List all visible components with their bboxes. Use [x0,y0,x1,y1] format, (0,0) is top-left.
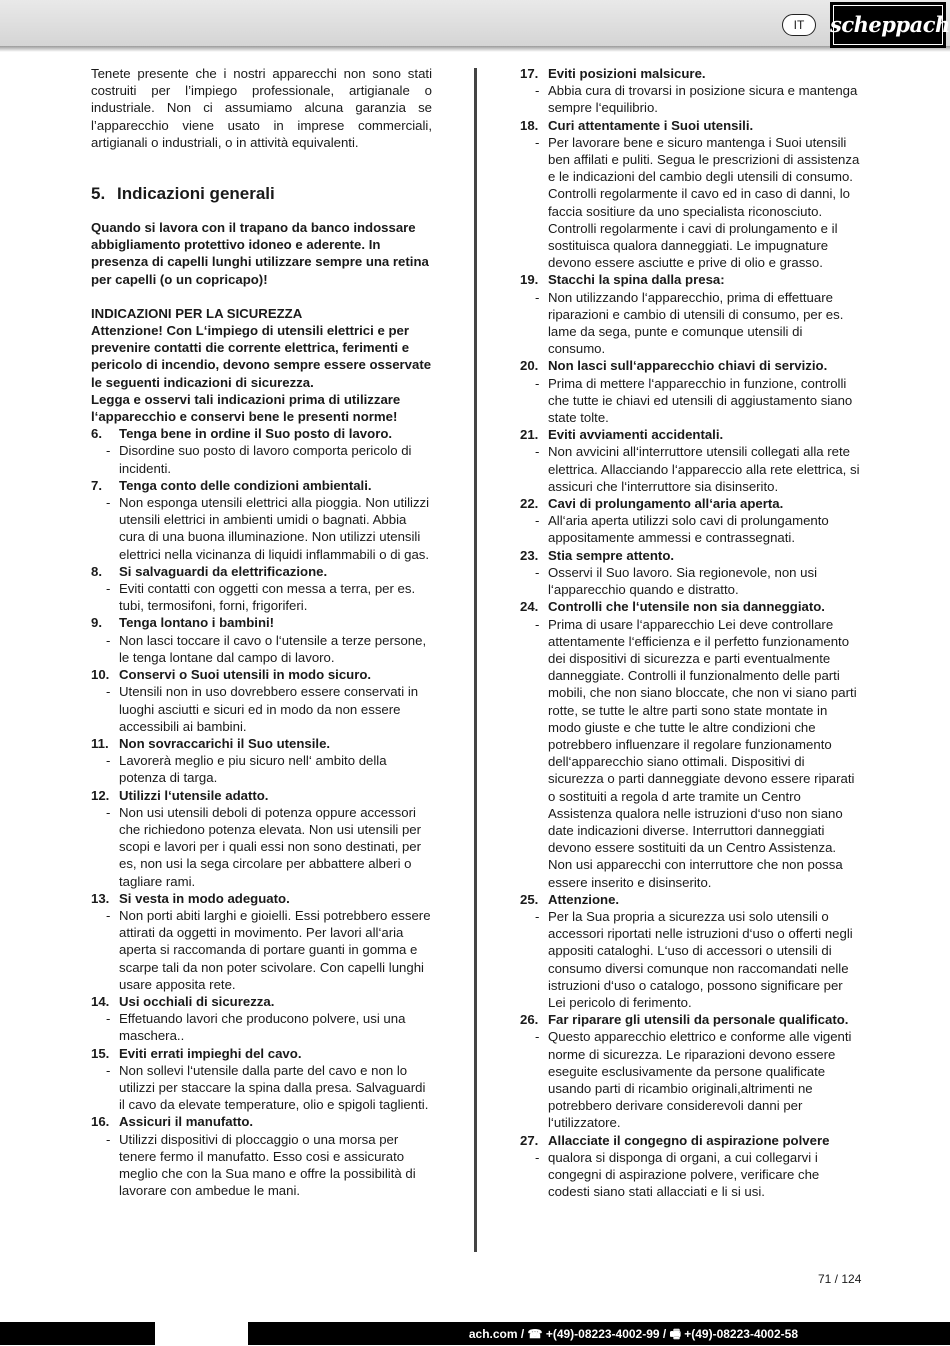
brand-logo: scheppach [830,2,946,48]
dash-bullet: - [106,684,111,700]
list-item [520,1011,862,1131]
item-title [520,426,862,443]
item-description-text: qualora si disponga di organi, a cui collegarvi i congegni di aspirazione polvere, verificare che codesti siano stati allacciati e li si usi. [548,1149,820,1200]
left-column [91,65,432,1199]
dash-bullet: - [535,134,540,150]
item-title-text: Assicuri il manufatto. [119,1114,254,1130]
item-title-text: Non sovraccarichi il Suo utensile. [119,735,331,751]
dash-bullet: - [535,616,540,632]
item-description-text: Osservi il Suo lavoro. Sia regionevole, non usi l‘apparecchio quando e distratto. [548,564,818,598]
list-item [520,547,862,599]
list-item [520,65,862,117]
item-number: 7. [91,477,102,493]
item-title [520,117,862,134]
item-title-text: Attenzione. [548,891,620,907]
safety-read-note: Legga e osservi tali indicazioni prima di utilizzare l‘apparecchio e conservi bene le presenti norme! [91,391,401,425]
column-divider [474,68,477,1252]
item-title-text: Stacchi la spina dalla presa: [548,272,725,288]
item-description [520,443,862,495]
item-title [91,787,432,804]
item-title [91,735,432,752]
item-title-text: Allacciate il congegno di aspirazione polvere [548,1132,830,1148]
item-title [520,495,862,512]
safety-list-left [91,425,432,1199]
item-description-text: Non esponga utensili elettrici alla pioggia. Non utilizzi utensili elettrici in ambienti umidi o bagnati. Abbia cura di una buona illuminazione. Non utilizzi utensili elettrici nella vicinanza di liquidi inflammabili o di gas. [119,495,430,562]
item-description [520,616,862,891]
section-title [91,183,432,205]
item-description-text: Non utilizzando l‘apparecchio, prima di effettuare riparazioni e cambio di utensili di consumo, per es. lame da sega, punte e comunque utensili di consumo. [548,289,844,357]
item-description [520,375,862,427]
item-number: 26. [520,1012,539,1028]
item-description [91,683,432,735]
dash-bullet: - [106,581,111,597]
item-description-text: Non porti abiti larghi e gioielli. Essi potrebbero essere attirati da oggetti in movimento. Per lavori all‘aria aperta si raccomanda di portare guanti in gomma e scarpe tali da non poter scivolare. Con capelli lunghi usare apposita rete. [119,907,431,992]
safety-list-right [520,65,862,1200]
list-item [91,1113,432,1199]
header-shadow [0,46,950,52]
item-number: 14. [91,993,110,1009]
item-title-text: Non lasci sull‘apparecchio chiavi di servizio. [548,358,828,374]
list-item [91,787,432,890]
item-title-text: Cavi di prolungamento all‘aria aperta. [548,496,784,512]
item-title-text: Usi occhiali di sicurezza. [119,993,275,1009]
item-title [91,890,432,907]
item-number: 19. [520,272,539,288]
item-description [91,442,432,476]
item-title-text: Tenga conto delle condizioni ambientali. [119,477,372,493]
item-description [91,752,432,786]
item-number: 23. [520,547,539,563]
dash-bullet: - [535,1029,540,1045]
item-description [520,134,862,272]
dash-bullet: - [106,1062,111,1078]
item-description [91,1131,432,1200]
item-number: 12. [91,787,110,803]
item-title [520,1011,862,1028]
item-title-text: Eviti errati impieghi del cavo. [119,1045,302,1061]
item-title-text: Utilizzi l‘utensile adatto. [119,787,269,803]
item-title-text: Tenga bene in ordine il Suo posto di lavoro. [119,426,393,442]
item-description-text: Non sollevi l‘utensile dalla parte del cavo e non lo utilizzi per staccare la spina dalla presa. Salvaguardi il cavo da elevate temperature, olio e spigoli taglienti. [119,1062,429,1113]
item-description-text: All‘aria aperta utilizzi solo cavi di prolungamento appositamente ammessi e contrassegnati. [548,513,829,546]
item-title [520,1132,862,1149]
right-column [520,65,862,1200]
item-description [91,1062,432,1114]
item-title-text: Eviti posizioni malsicure. [548,66,706,81]
footer-contact: ach.com / ☎ +(49)-08223-4002-99 / 🖷 +(49)-08223-4002-58 [468,1327,798,1341]
list-item [91,890,432,993]
item-description-text: Disordine suo posto di lavoro comporta pericolo di incidenti. [119,443,412,476]
item-title [520,891,862,908]
dash-bullet: - [106,495,111,511]
safety-attention: Attenzione! Con L‘impiego di utensili elettrici e per prevenire contatti die corrente elettrica, ferimenti e pericolo di incendio, devono sempre essere osservate le seguenti indicazioni di sicurezza. [91,323,432,390]
item-title-text: Far riparare gli utensili da personale qualificato. [548,1012,849,1028]
item-title [91,477,432,494]
item-number: 10. [91,667,110,683]
item-number: 8. [91,563,102,579]
dash-bullet: - [106,1011,111,1027]
item-number: 15. [91,1045,110,1061]
item-number: 25. [520,891,539,907]
item-number: 18. [520,117,539,133]
item-title [91,993,432,1010]
dash-bullet: - [535,444,540,460]
item-description-text: Non lasci toccare il cavo o l‘utensile a terze persone, le tenga lontane dal campo di lavoro. [119,632,427,665]
item-title [520,598,862,615]
section-title-text: Indicazioni generali [117,184,275,204]
item-description [520,908,862,1011]
item-number: 27. [520,1132,539,1148]
dash-bullet: - [535,83,540,99]
item-description-text: Abbia cura di trovarsi in posizione sicura e mantenga sempre l‘equilibrio. [548,83,858,116]
item-title [91,1113,432,1130]
list-item [520,271,862,357]
list-item [91,563,432,615]
item-description-text: Effetuando lavori che producono polvere, usi una maschera.. [119,1011,406,1044]
item-description-text: Utensili non in uso dovrebbero essere conservati in luoghi asciutti e sicuri ed in modo da non essere accessibili ai bambini. [119,684,419,734]
item-description [91,907,432,993]
item-title [520,271,862,288]
item-title [91,666,432,683]
list-item [520,598,862,890]
item-title [91,1045,432,1062]
list-item [91,1045,432,1114]
dash-bullet: - [535,1149,540,1165]
item-title [91,614,432,631]
item-description [520,82,862,116]
item-number: 11. [91,735,109,751]
item-description-text: Lavorerà meglio e piu sicuro nell‘ ambito della potenza di targa. [119,753,387,786]
item-description-text: Non avvicini all‘interruttore utensili collegati alla rete elettrica. Allacciando l‘appareccio alla rete elettrica, si assicuri che l‘interruttore sia disinserito. [548,444,860,494]
item-title [520,65,862,82]
item-description [91,494,432,563]
section-number: 5. [91,184,106,204]
list-item [520,117,862,272]
item-title-text: Conservi o Suoi utensili in modo sicuro. [119,667,372,683]
dash-bullet: - [106,632,111,648]
item-description-text: Questo apparecchio elettrico e conforme alle vigenti norme di sicurezza. Le riparazioni devono essere eseguite esclusivamente da persone qualificate usando parti di ricambio originali,altrimenti ne potrebbero derivare considerevoli danni per l‘utilizzatore. [548,1029,852,1131]
item-description-text: Per lavorare bene e sicuro mantenga i Suoi utensili ben affilati e puliti. Segua le prescrizioni di assistenza e le indicazioni del cambio degli utensili di consumo. Controlli regolarmente il cavo ed in caso di danni, lo faccia sositiure da uno specialista riconosciuto. Controlli regolarmente i cavi di prolungamento e il sostituisca qualora danneggiati. Le impugnature devono essere asciutte e prive di olio e grasso. [548,134,860,271]
item-title-text: Si salvaguardi da elettrificazione. [119,563,328,579]
item-number: 20. [520,358,539,374]
item-number: 6. [91,426,102,442]
list-item [91,477,432,563]
list-item [520,357,862,426]
item-title [91,425,432,442]
list-item [520,891,862,1011]
item-description [520,289,862,358]
item-title-text: Stia sempre attento. [548,547,675,563]
list-item [91,666,432,735]
item-title-text: Tenga lontano i bambini! [119,615,275,631]
footer-gap [155,1322,248,1345]
dash-bullet: - [535,564,540,580]
list-item [91,425,432,477]
protective-clothing-warning: Quando si lavora con il trapano da banco indossare abbigliamento protettivo idoneo e aderente. In presenza di capelli lunghi utilizzare sempre una retina per capelli (o un copricapo)! [91,220,429,287]
dash-bullet: - [106,443,111,459]
dash-bullet: - [535,289,540,305]
list-item [520,1132,862,1201]
item-description [520,564,862,598]
list-item [91,614,432,666]
item-title-text: Curi attentamente i Suoi utensili. [548,117,754,133]
item-title [520,547,862,564]
dash-bullet: - [535,375,540,391]
dash-bullet: - [535,908,540,924]
dash-bullet: - [106,753,111,769]
item-title-text: Si vesta in modo adeguato. [119,890,290,906]
list-item [520,426,862,495]
item-description [91,580,432,614]
item-description-text: Eviti contatti con oggetti con messa a terra, per es. tubi, termosifoni, forni, frigoriferi. [119,581,416,614]
dash-bullet: - [106,907,111,923]
item-number: 9. [91,615,102,631]
item-number: 22. [520,496,539,512]
item-number: 13. [91,890,110,906]
item-description-text: Utilizzi dispositivi di ploccaggio o una morsa per tenere fermo il manufatto. Esso cosi e assicurato meglio che con la Sua mano e offre la possibilità di lavorare con ambedue le mani. [119,1131,416,1199]
item-title-text: Controlli che l‘utensile non sia danneggiato. [548,599,825,615]
item-number: 17. [520,66,539,81]
list-item [91,993,432,1045]
dash-bullet: - [535,513,540,529]
item-number: 24. [520,599,539,615]
item-description [91,1010,432,1044]
item-description [91,804,432,890]
item-number: 16. [91,1114,110,1130]
list-item [520,495,862,547]
intro-paragraph: Tenete presente che i nostri apparecchi non sono stati costruiti per l’impiego professionale, artigianale o industriale. Non ci assumiamo alcuna garanzia se l’apparecchio viene usato in imprese commerciali, artigianali o industriali, o in attività equivalenti. [91,66,432,150]
item-description-text: Prima di usare l‘apparecchio Lei deve controllare attentamente l‘efficienza e il perfetto funzionamento dei dispositivi di sicurezza e parti eventualmente danneggiate. Controlli il funzionalmento delle parti mobili, che non siano bloccate, che non vi siano parti rotte, se tutte le altre parti sono state montate in modo giuste e che tutte le altre condizioni che potrebbero influenzare il regolare funzionamento dell‘apparecchio siano ottimali. Dispositivi di sicurezza o parti danneggiate devono essere riparati o sostituiti a regola d arte tramite un Centro Assistenza qualora nelle istruzioni d‘uso non siano date indicazioni diverse. Interruttori danneggiati devono essere sostituiti da un Centro Assistenza. Non usi apparecchi con interruttore che non possa essere inserito e disinserito. [548,616,857,890]
dash-bullet: - [106,804,111,820]
item-number: 21. [520,427,539,443]
item-description [520,512,862,546]
item-description [520,1149,862,1201]
item-title [520,357,862,374]
safety-heading: INDICAZIONI PER LA SICUREZZA [91,305,303,321]
item-description-text: Prima di mettere l‘apparecchio in funzione, controlli che tutte ie chiavi ed utensili di aggiustamento siano state tolte. [548,375,853,426]
list-item [91,735,432,787]
language-badge: IT [782,14,816,36]
item-description [520,1028,862,1131]
item-description-text: Per la Sua propria a sicurezza usi solo utensili o accessori riportati nelle istruzioni d‘uso o offerti negli appositi cataloghi. L‘uso di accessori o utensili di consumo diversi comunque non raccomandati nelle istruzioni d‘uso o catalogo, possono significare per Lei pericolo di ferimento. [548,908,853,1010]
item-title-text: Eviti avviamenti accidentali. [548,427,724,443]
item-description [91,632,432,666]
item-title [91,563,432,580]
dash-bullet: - [106,1131,111,1147]
item-description-text: Non usi utensili deboli di potenza oppure accessori che richiedono potenza elevata. Non usi utensili per scopi e lavori per i quali essi non sono destinati, per es, non usi la sega circolare per abbattere alberi o tagliare rami. [119,804,422,889]
page-number: 71 / 124 [818,1272,862,1286]
